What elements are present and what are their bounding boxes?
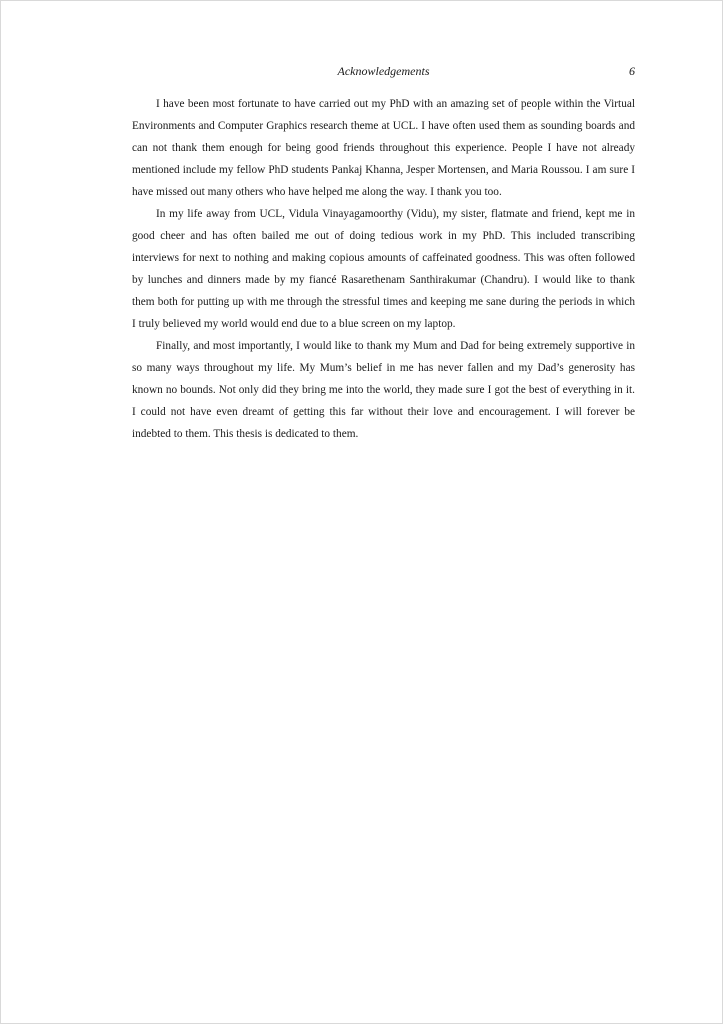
paragraph-research-colleagues: I have been most fortunate to have carried out my PhD with an amazing set of people within the Virtual Environments and Computer Graphics research theme at UCL. I have often used them as sounding boards and can not thank them enough for being good friends throughout this experience. People I have not already mentioned include my fellow PhD students Pankaj Khanna, Jesper Mortensen, and Maria Roussou. I am sure I have missed out many others who have helped me along the way. I thank you too. xyxy=(132,98,635,198)
paragraph-parents-dedication: Finally, and most importantly, I would like to thank my Mum and Dad for being extremely supportive in so many ways throughout my life. My Mum’s belief in me has never fallen and my Dad’s generosity has known no bounds. Not only did they bring me into the world, they made sure I got the best of everything in it. I could not have even dreamt of getting this far without their love and encouragement. I will forever be indebted to them. This thesis is dedicated to them. xyxy=(132,340,635,440)
page-number: 6 xyxy=(629,64,635,78)
running-header xyxy=(132,64,635,80)
body-text xyxy=(132,93,635,445)
paragraph-family-support: In my life away from UCL, Vidula Vinayagamoorthy (Vidu), my sister, flatmate and friend, kept me in good cheer and has often bailed me out of doing tedious work in my PhD. This included transcribing interviews for next to nothing and making copious amounts of caffeinated goodness. This was often followed by lunches and dinners made by my fiancé Rasarethenam Santhirakumar (Chandru). I would like to thank them both for putting up with me through the stressful times and keeping me sane during the periods in which I truly believed my world would end due to a blue screen on my laptop. xyxy=(132,208,635,330)
running-title: Acknowledgements xyxy=(337,64,430,78)
